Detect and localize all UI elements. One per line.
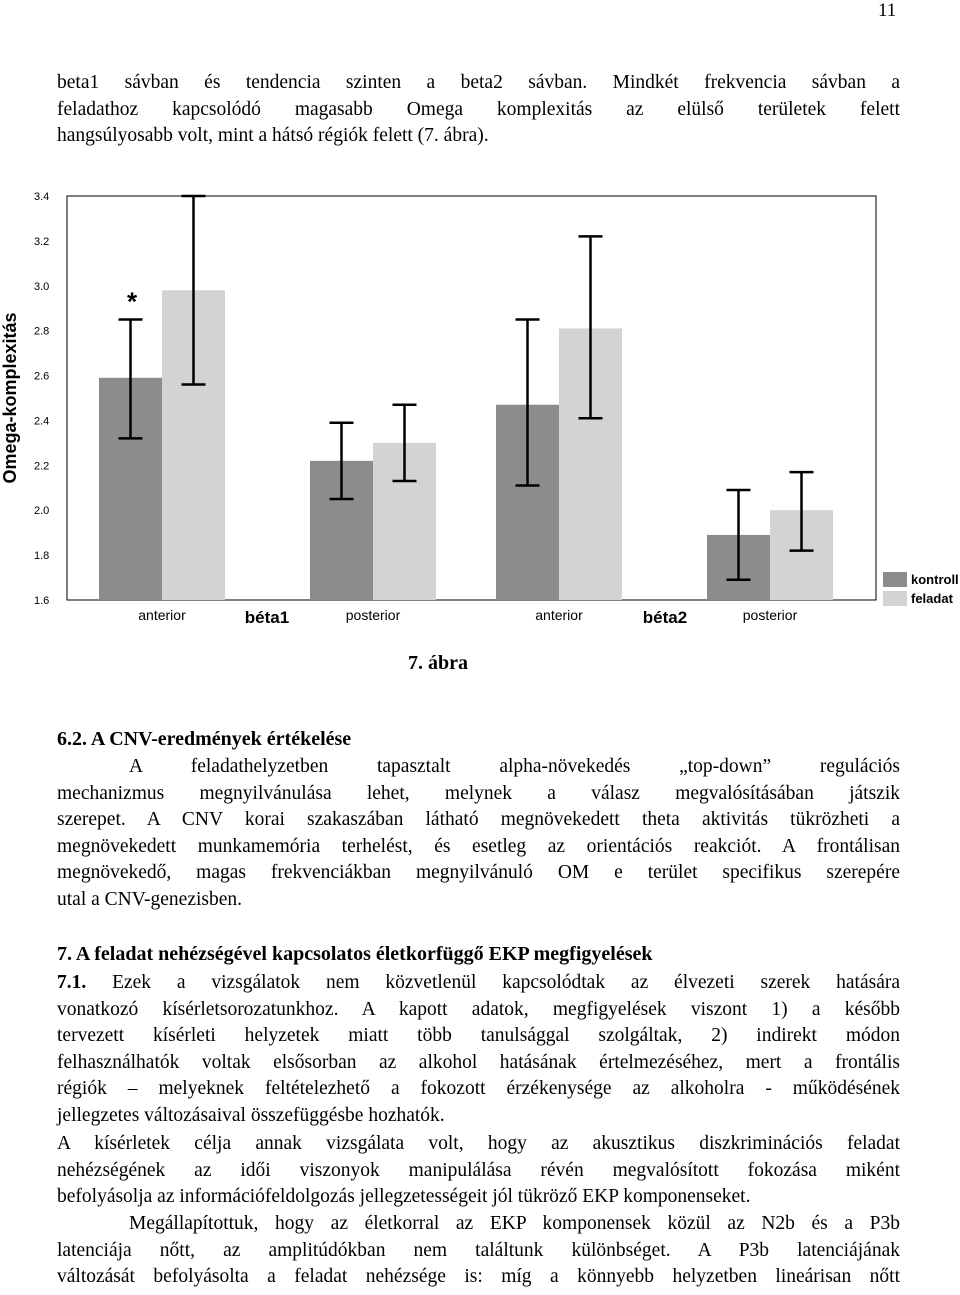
y-tick-label: 1.6 bbox=[34, 595, 50, 607]
text-line: latenciája nőtt, az amplitúdókban nem találtunk különbséget. A P3b latenciájának bbox=[57, 1239, 900, 1261]
legend-label: kontroll bbox=[911, 572, 959, 587]
section-heading: 6.2. A CNV-eredmények értékelése bbox=[57, 728, 352, 750]
text-line: hangsúlyosabb volt, mint a hátsó régiók felett (7. ábra). bbox=[57, 125, 489, 147]
intro-paragraph bbox=[57, 70, 900, 150]
x-tick-label: posterior bbox=[742, 607, 798, 623]
omega-complexity-bar-chart bbox=[0, 180, 960, 630]
text-run: Ezek a vizsgálatok nem közvetlenül kapcsolódtak az élvezeti szerek hatására bbox=[112, 972, 900, 993]
y-tick-label: 3.4 bbox=[34, 191, 50, 203]
y-tick-label: 2.2 bbox=[34, 460, 50, 473]
y-tick-label: 3.0 bbox=[34, 280, 50, 293]
group-label: béta2 bbox=[642, 608, 688, 627]
y-tick-label: 2.4 bbox=[34, 415, 50, 428]
x-tick-label: anterior bbox=[138, 607, 186, 623]
text-line: változását befolyásolta a feladat nehézsége is: míg a könnyebb helyzetben lineárisan nőtt bbox=[57, 1266, 900, 1288]
text-line: Megállapítottuk, hogy az életkorral az EKP komponensek közül az N2b és a P3b bbox=[129, 1213, 900, 1234]
legend-swatch-kontroll bbox=[883, 572, 907, 587]
section-7-paragraph bbox=[57, 970, 900, 1130]
text-line: A kísérletek célja annak vizsgálata volt, hogy az akusztikus diszkriminációs feladat bbox=[57, 1133, 900, 1154]
text-line: vonatkozó kísérletsorozatunkhoz. A kapott adatok, megfigyelések viszont 1) a később bbox=[57, 998, 900, 1020]
legend-swatch-feladat bbox=[883, 591, 907, 606]
y-tick-label: 2.0 bbox=[34, 505, 50, 518]
y-axis bbox=[0, 191, 49, 607]
text-line: megnövekedő, magas frekvenciákban megnyilvánuló OM e terület specifikus szerepére bbox=[57, 862, 900, 884]
y-tick-label: 2.8 bbox=[34, 325, 50, 338]
significance-marker: * bbox=[126, 286, 138, 317]
text-line: befolyásolja az információfeldolgozás jellegzetességeit jól tükröző EKP komponenseket. bbox=[57, 1186, 751, 1208]
text-line: beta1 sávban és tendencia szinten a beta2 sávban. Mindkét frekvencia sávban a bbox=[57, 72, 900, 93]
text-line bbox=[57, 970, 900, 997]
aims-paragraph bbox=[57, 1131, 900, 1211]
x-tick-label: anterior bbox=[535, 607, 583, 623]
text-line: megnövekedett munkamemória terhelést, és esetleg az orientációs reakciót. A frontálisan bbox=[57, 835, 900, 857]
page-number: 11 bbox=[878, 0, 897, 21]
figure-caption: 7. ábra bbox=[408, 652, 468, 674]
text-line: jellegzetes változásaival összefüggésbe hozhatók. bbox=[57, 1104, 445, 1126]
legend-label: feladat bbox=[911, 591, 953, 606]
group-label: béta1 bbox=[244, 608, 290, 627]
subsection-label: 7.1. bbox=[57, 972, 87, 993]
section-heading: 7. A feladat nehézségével kapcsolatos életkorfüggő EKP megfigyelések bbox=[57, 943, 653, 965]
y-tick-label: 3.2 bbox=[34, 235, 50, 248]
x-axis-labels bbox=[138, 607, 797, 627]
text-line: A feladathelyzetben tapasztalt alpha-növekedés „top-down” regulációs bbox=[129, 756, 900, 777]
y-axis-label: Omega-komplexitás bbox=[0, 312, 20, 484]
text-line: régiók – melyeknek feltételezhető a fokozott érzékenysége az alkoholra - működésének bbox=[57, 1078, 900, 1100]
text-line: mechanizmus megnyilvánulása lehet, melynek a válasz megvalósításában játszik bbox=[57, 782, 900, 804]
findings-paragraph bbox=[57, 1211, 900, 1291]
text-line: nehézségének az idői viszonyok manipulálása révén megvalósított fokozása miként bbox=[57, 1159, 900, 1181]
y-tick-label: 2.6 bbox=[34, 370, 50, 383]
section-6-2-paragraph bbox=[57, 754, 900, 914]
y-tick-label: 1.8 bbox=[34, 550, 50, 563]
legend bbox=[883, 572, 959, 606]
text-line: utal a CNV-genezisben. bbox=[57, 888, 243, 910]
text-line: tervezett kísérleti helyzetek miatt több tanulsággal szolgáltak, 2) indirekt módon bbox=[57, 1025, 900, 1047]
text-line: szerepet. A CNV korai szakaszában látható megnövekedett theta aktivitás tükrözheti a bbox=[57, 809, 900, 831]
text-line: felhasználhatók voltak elsősorban az alkohol hatásának értelmezéséhez, mert a frontális bbox=[57, 1051, 900, 1073]
x-tick-label: posterior bbox=[345, 607, 401, 623]
text-line: feladathoz kapcsolódó magasabb Omega komplexitás az elülső területek felett bbox=[57, 98, 900, 120]
